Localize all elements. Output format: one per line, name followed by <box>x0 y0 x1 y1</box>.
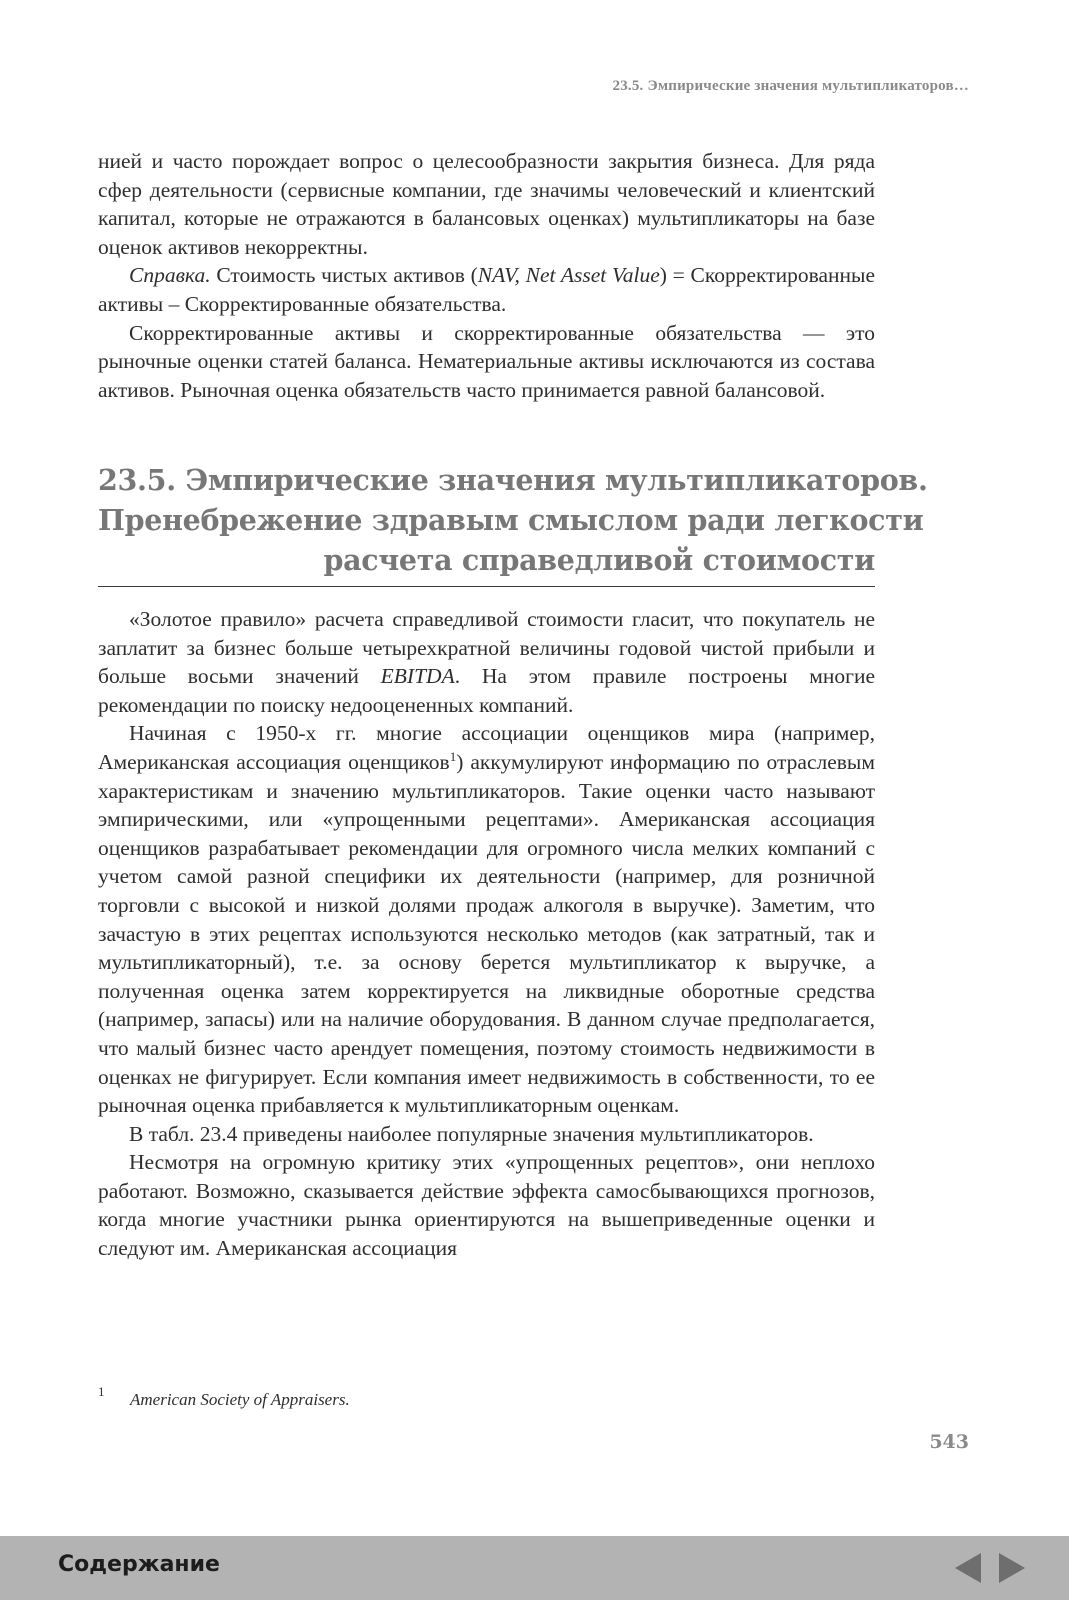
next-page-button[interactable] <box>997 1552 1027 1584</box>
running-head: 23.5. Эмпирические значения мультипликаторов… <box>612 78 969 94</box>
navigation-bar <box>0 1536 1069 1600</box>
footnote-text: American Society of Appraisers. <box>130 1390 350 1409</box>
triangle-right-icon <box>997 1552 1027 1584</box>
top-text-block <box>98 147 875 404</box>
paragraph-golden-rule <box>98 605 875 719</box>
ebitda-term: EBITDA <box>380 664 455 689</box>
paragraph-text: «Золотое правило» расчета справедливой стоимости гласит, что покупатель не заплатит за бизнес больше четырехкратной величины годовой чистой прибыли и больше восьми значений <box>98 607 875 689</box>
section-heading-line: Пренебрежение здравым смыслом ради легкости <box>98 503 924 537</box>
footnote-ref[interactable]: 1 <box>449 748 457 764</box>
nav-term: NAV, Net Asset Value <box>477 263 660 288</box>
footnote-number: 1 <box>98 1384 105 1399</box>
main-text-block <box>98 605 875 1263</box>
triangle-left-icon <box>953 1552 983 1584</box>
previous-page-button[interactable] <box>953 1552 983 1584</box>
section-heading-line: 23.5. Эмпирические значения мультипликаторов. <box>98 463 928 497</box>
section-heading-line: расчета справедливой стоимости <box>323 543 875 577</box>
heading-rule <box>98 586 875 587</box>
paragraph: Скорректированные активы и скорректированные обязательства — это рыночные оценки статей баланса. Нематериальные активы исключаются из состава активов. Рыночная оценка обязательств часто принимается равной балансовой. <box>98 320 875 402</box>
reference-label: Справка. <box>129 263 211 288</box>
paragraph: Несмотря на огромную критику этих «упрощенных рецептов», они неплохо работают. Возможно, сказывается действие эффекта самосбывающихся прогнозов, когда многие участники рынка ориентируются на вышеприведенные оценки и следуют им. Американская ассоциация <box>98 1150 875 1261</box>
contents-link[interactable]: Содержание <box>58 1552 220 1577</box>
paragraph: нией и часто порождает вопрос о целесообразности закрытия бизнеса. Для ряда сфер деятельности (сервисные компании, где значимы человеческий и клиентский капитал, которые не отражаются в балансовых оценках) мультипликаторы на базе оценок активов некорректны. <box>98 149 875 259</box>
paragraph-text: . На этом правиле построены многие рекомендации по поиску недооцененных компаний. <box>98 664 875 717</box>
paragraph-text: ) = Скорректированные активы – Скорректированные обязательства. <box>98 263 875 316</box>
section-heading <box>98 460 928 580</box>
page-number: 543 <box>929 1431 969 1453</box>
paragraph: В табл. 23.4 приведены наиболее популярные значения мультипликаторов. <box>129 1121 814 1146</box>
paragraph-reference <box>98 261 875 318</box>
paragraph-associations <box>98 719 875 1119</box>
paragraph-text: Начиная с 1950-х гг. многие ассоциации оценщиков мира (например, Американская ассоциация оценщиков <box>98 721 875 774</box>
paragraph-text: Стоимость чистых активов ( <box>210 263 478 288</box>
paragraph-text: ) аккумулируют информацию по отраслевым характеристикам и значению мультипликаторов. Такие оценки часто называют эмпирическими, или «упрощенными рецептами». Американская ассоциация оценщиков разрабатывает рекомендации для огромного числа мелких компаний с учетом самой разной специфики их деятельности (например, для розничной торговли с высокой и низкой долями продаж алкоголя в выручке). Заметим, что зачастую в этих рецептах используются несколько методов (как затратный, так и мультипликаторный), т.е. за основу берется мультипликатор к выручке, а полученная оценка затем корректируется на ликвидные оборотные средства (например, запасы) или на наличие оборудования. В данном случае предполагается, что малый бизнес часто арендует помещения, поэтому стоимость недвижимости в оценках не фигурирует. Если компания имеет недвижимость в собственности, то ее рыночная оценка прибавляется к мультипликаторным оценкам. <box>98 749 875 1118</box>
